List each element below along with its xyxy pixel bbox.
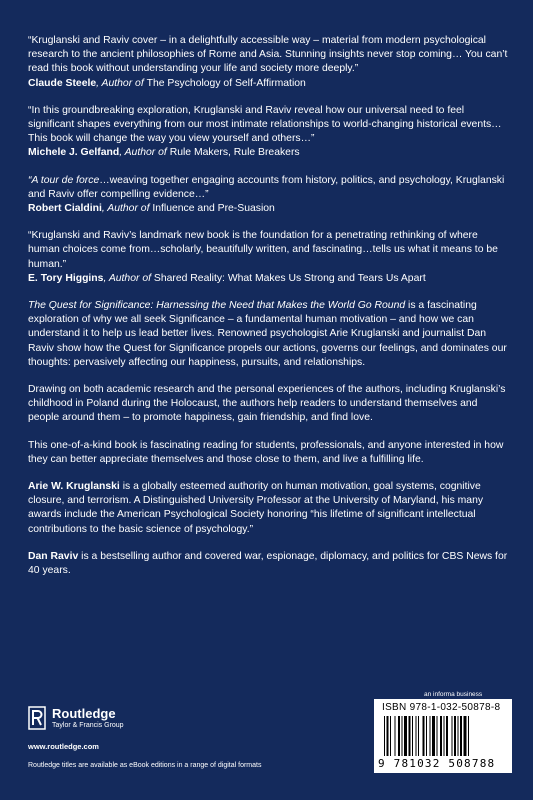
book-title: The Quest for Significance: Harnessing the Need that Makes the World Go Round bbox=[28, 300, 406, 312]
barcode-bars bbox=[382, 716, 504, 756]
barcode-digits: 9 781032 508788 bbox=[378, 757, 496, 770]
barcode bbox=[374, 699, 512, 773]
endorser-name: E. Tory Higgins bbox=[28, 272, 104, 284]
endorsement bbox=[28, 34, 508, 91]
publisher-website: www.routledge.com bbox=[28, 742, 99, 751]
endorsement-attribution bbox=[28, 202, 508, 216]
ebook-note: Routledge titles are available as eBook editions in a range of digital formats bbox=[28, 762, 262, 769]
author-bio bbox=[28, 550, 508, 578]
publisher-group: Taylor & Francis Group bbox=[52, 721, 124, 729]
endorsement-quote: “Kruglanski and Raviv cover – in a delightfully accessible way – material from modern psychological research to the ancient philosophies of Rome and Asia. Stunning insights never stop coming… You can’t read this book without understanding your life and society more deeply.” bbox=[28, 35, 508, 75]
endorsement-quote-italic: “A tour de force bbox=[28, 174, 100, 186]
endorsement-attribution bbox=[28, 77, 508, 91]
endorsement bbox=[28, 174, 508, 217]
author-bio bbox=[28, 480, 508, 537]
publisher-name-block bbox=[52, 707, 124, 730]
informa-label: an informa business bbox=[424, 691, 483, 698]
author-bios bbox=[28, 480, 508, 578]
endorser-work: Shared Reality: What Makes Us Strong and Tears Us Apart bbox=[153, 272, 426, 284]
cover-text bbox=[28, 34, 508, 591]
endorsement-quote: “In this groundbreaking exploration, Kruglanski and Raviv reveal how our universal need to feel significant shapes everything from our most intimate relationships to world-changing historical events… This book will change the way you view yourself and others…” bbox=[28, 104, 502, 145]
endorser-name: Robert Cialdini bbox=[28, 203, 102, 215]
endorser-role: , Author of bbox=[119, 147, 170, 159]
author-name: Dan Raviv bbox=[28, 550, 79, 562]
author-bio-text: is a bestselling author and covered war, espionage, diplomacy, and politics for CBS News for 40 years. bbox=[28, 550, 508, 577]
book-description bbox=[28, 299, 508, 467]
endorsement-quote: …weaving together engaging accounts from history, politics, and psychology, Kruglanski and Raviv offer compelling evidence…” bbox=[28, 174, 505, 200]
endorser-work: Influence and Pre-Suasion bbox=[152, 203, 275, 215]
endorsement bbox=[28, 104, 508, 161]
endorser-role: , Author of bbox=[103, 272, 154, 284]
description-paragraph bbox=[28, 299, 508, 370]
endorsement-quote: “Kruglanski and Raviv’s landmark new book is the foundation for a penetrating rethinking of where human choices come from…scholarly, beautifully written, and fascinating…tells us what it means to be human.” bbox=[28, 230, 498, 270]
description-paragraph: This one-of-a-kind book is fascinating reading for students, professionals, and anyone interested in how they can better appreciate themselves and those close to them, and live a fulfilling life. bbox=[28, 439, 504, 465]
endorser-name: Michele J. Gelfand bbox=[28, 147, 120, 159]
author-bio-text: is a globally esteemed authority on human motivation, goal systems, cognitive closure, and terrorism. A Distinguished University Professor at the University of Maryland, his many awards include the American Psychological Society honoring “his lifetime of significant intellectual contributions to the basic science of psychology.” bbox=[28, 481, 484, 535]
isbn-label: ISBN 978-1-032-50878-8 bbox=[382, 702, 501, 713]
endorser-role: , Author of bbox=[96, 77, 147, 89]
endorsement-attribution bbox=[28, 272, 508, 286]
endorser-name: Claude Steele bbox=[28, 77, 97, 89]
publisher-brand: Routledge bbox=[52, 705, 116, 721]
endorser-work: Rule Makers, Rule Breakers bbox=[169, 147, 300, 159]
description-paragraph: Drawing on both academic research and the personal experiences of the authors, including Kruglanski’s childhood in Poland during the Holocaust, the authors help readers to understand themselves and people around them – to promote happiness, gain friendship, and find love. bbox=[28, 384, 506, 424]
author-name: Arie W. Kruglanski bbox=[28, 481, 120, 493]
endorser-work: The Psychology of Self-Affirmation bbox=[146, 77, 306, 89]
endorsement-attribution bbox=[28, 146, 508, 160]
routledge-logo-icon bbox=[28, 706, 46, 730]
publisher-logo bbox=[28, 706, 124, 730]
endorsement bbox=[28, 229, 508, 286]
endorser-role: , Author of bbox=[101, 203, 153, 215]
description-text: is a fascinating exploration of why we all seek Significance – a fundamental human motivation – and how we can understand it to help us lead better lives. Renowned psychologist Arie Kruglanski and journalist Dan Raviv show how the Quest for Significance propels our actions, governs our feelings, and dominates our thoughts: pervasively affecting our happiness, pursuits, and relationships. bbox=[28, 300, 507, 368]
